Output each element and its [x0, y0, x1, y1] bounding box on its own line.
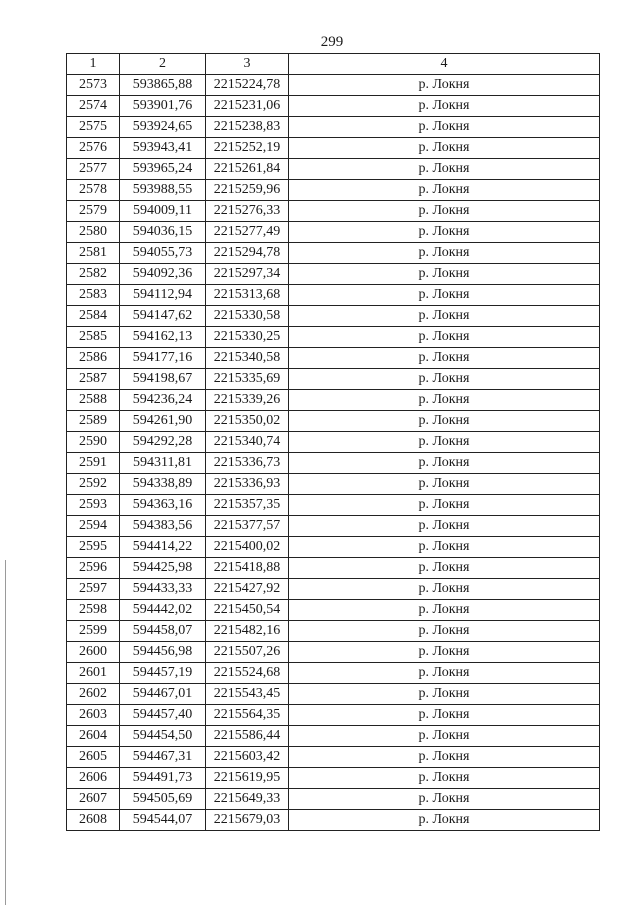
x-coordinate-cell: 594505,69	[120, 789, 206, 810]
description-cell: р. Локня	[289, 495, 600, 516]
table-row	[67, 369, 600, 390]
x-coordinate-cell: 594467,31	[120, 747, 206, 768]
description-cell: р. Локня	[289, 600, 600, 621]
x-coordinate-cell: 594236,24	[120, 390, 206, 411]
description-cell: р. Локня	[289, 411, 600, 432]
y-coordinate-cell: 2215524,68	[206, 663, 289, 684]
x-coordinate-cell: 594177,16	[120, 348, 206, 369]
x-coordinate-cell: 594198,67	[120, 369, 206, 390]
description-cell: р. Локня	[289, 432, 600, 453]
table-row	[67, 411, 600, 432]
point-number-cell: 2600	[67, 642, 120, 663]
point-number-cell: 2586	[67, 348, 120, 369]
table-row	[67, 96, 600, 117]
point-number-cell: 2589	[67, 411, 120, 432]
coordinates-table	[66, 53, 600, 831]
description-cell: р. Локня	[289, 327, 600, 348]
point-number-cell: 2588	[67, 390, 120, 411]
point-number-cell: 2607	[67, 789, 120, 810]
point-number-cell: 2581	[67, 243, 120, 264]
x-coordinate-cell: 594383,56	[120, 516, 206, 537]
x-coordinate-cell: 594036,15	[120, 222, 206, 243]
x-coordinate-cell: 594458,07	[120, 621, 206, 642]
description-cell: р. Локня	[289, 810, 600, 831]
y-coordinate-cell: 2215294,78	[206, 243, 289, 264]
point-number-cell: 2593	[67, 495, 120, 516]
point-number-cell: 2603	[67, 705, 120, 726]
table-row	[67, 663, 600, 684]
header-row	[67, 54, 600, 75]
table-row	[67, 579, 600, 600]
y-coordinate-cell: 2215335,69	[206, 369, 289, 390]
point-number-cell: 2599	[67, 621, 120, 642]
table-row	[67, 117, 600, 138]
y-coordinate-cell: 2215336,73	[206, 453, 289, 474]
description-cell: р. Локня	[289, 726, 600, 747]
description-cell: р. Локня	[289, 285, 600, 306]
table-row	[67, 306, 600, 327]
description-cell: р. Локня	[289, 516, 600, 537]
x-coordinate-cell: 594292,28	[120, 432, 206, 453]
table-row	[67, 474, 600, 495]
y-coordinate-cell: 2215350,02	[206, 411, 289, 432]
y-coordinate-cell: 2215224,78	[206, 75, 289, 96]
y-coordinate-cell: 2215418,88	[206, 558, 289, 579]
table-row	[67, 201, 600, 222]
y-coordinate-cell: 2215586,44	[206, 726, 289, 747]
description-cell: р. Локня	[289, 117, 600, 138]
x-coordinate-cell: 593943,41	[120, 138, 206, 159]
table-row	[67, 810, 600, 831]
x-coordinate-cell: 594544,07	[120, 810, 206, 831]
y-coordinate-cell: 2215231,06	[206, 96, 289, 117]
table-body	[67, 75, 600, 831]
table-row	[67, 558, 600, 579]
point-number-cell: 2597	[67, 579, 120, 600]
y-coordinate-cell: 2215679,03	[206, 810, 289, 831]
y-coordinate-cell: 2215564,35	[206, 705, 289, 726]
point-number-cell: 2594	[67, 516, 120, 537]
point-number-cell: 2590	[67, 432, 120, 453]
table-row	[67, 642, 600, 663]
description-cell: р. Локня	[289, 453, 600, 474]
description-cell: р. Локня	[289, 201, 600, 222]
point-number-cell: 2606	[67, 768, 120, 789]
y-coordinate-cell: 2215400,02	[206, 537, 289, 558]
point-number-cell: 2601	[67, 663, 120, 684]
description-cell: р. Локня	[289, 348, 600, 369]
x-coordinate-cell: 594457,19	[120, 663, 206, 684]
column-header-2: 2	[120, 54, 206, 75]
y-coordinate-cell: 2215330,25	[206, 327, 289, 348]
y-coordinate-cell: 2215649,33	[206, 789, 289, 810]
x-coordinate-cell: 594457,40	[120, 705, 206, 726]
description-cell: р. Локня	[289, 768, 600, 789]
description-cell: р. Локня	[289, 474, 600, 495]
point-number-cell: 2602	[67, 684, 120, 705]
x-coordinate-cell: 593901,76	[120, 96, 206, 117]
table-row	[67, 222, 600, 243]
table-row	[67, 180, 600, 201]
point-number-cell: 2578	[67, 180, 120, 201]
point-number-cell: 2576	[67, 138, 120, 159]
point-number-cell: 2605	[67, 747, 120, 768]
table-row	[67, 621, 600, 642]
point-number-cell: 2587	[67, 369, 120, 390]
x-coordinate-cell: 594112,94	[120, 285, 206, 306]
x-coordinate-cell: 593865,88	[120, 75, 206, 96]
point-number-cell: 2575	[67, 117, 120, 138]
description-cell: р. Локня	[289, 306, 600, 327]
point-number-cell: 2608	[67, 810, 120, 831]
description-cell: р. Локня	[289, 243, 600, 264]
y-coordinate-cell: 2215543,45	[206, 684, 289, 705]
y-coordinate-cell: 2215259,96	[206, 180, 289, 201]
column-header-3: 3	[206, 54, 289, 75]
description-cell: р. Локня	[289, 789, 600, 810]
x-coordinate-cell: 594467,01	[120, 684, 206, 705]
x-coordinate-cell: 594261,90	[120, 411, 206, 432]
table-row	[67, 75, 600, 96]
table-row	[67, 516, 600, 537]
description-cell: р. Локня	[289, 369, 600, 390]
y-coordinate-cell: 2215238,83	[206, 117, 289, 138]
x-coordinate-cell: 594454,50	[120, 726, 206, 747]
point-number-cell: 2584	[67, 306, 120, 327]
point-number-cell: 2596	[67, 558, 120, 579]
x-coordinate-cell: 593965,24	[120, 159, 206, 180]
point-number-cell: 2580	[67, 222, 120, 243]
point-number-cell: 2598	[67, 600, 120, 621]
table-row	[67, 327, 600, 348]
description-cell: р. Локня	[289, 537, 600, 558]
x-coordinate-cell: 594363,16	[120, 495, 206, 516]
y-coordinate-cell: 2215377,57	[206, 516, 289, 537]
column-header-1: 1	[67, 54, 120, 75]
description-cell: р. Локня	[289, 663, 600, 684]
point-number-cell: 2574	[67, 96, 120, 117]
table-row	[67, 747, 600, 768]
point-number-cell: 2579	[67, 201, 120, 222]
point-number-cell: 2583	[67, 285, 120, 306]
page-number: 299	[320, 34, 344, 50]
description-cell: р. Локня	[289, 579, 600, 600]
y-coordinate-cell: 2215340,74	[206, 432, 289, 453]
table-row	[67, 453, 600, 474]
table-row	[67, 138, 600, 159]
x-coordinate-cell: 594009,11	[120, 201, 206, 222]
table-row	[67, 285, 600, 306]
x-coordinate-cell: 594055,73	[120, 243, 206, 264]
y-coordinate-cell: 2215252,19	[206, 138, 289, 159]
x-coordinate-cell: 594442,02	[120, 600, 206, 621]
x-coordinate-cell: 594414,22	[120, 537, 206, 558]
description-cell: р. Локня	[289, 747, 600, 768]
description-cell: р. Локня	[289, 96, 600, 117]
table-row	[67, 768, 600, 789]
table-row	[67, 390, 600, 411]
table-row	[67, 495, 600, 516]
y-coordinate-cell: 2215277,49	[206, 222, 289, 243]
table-row	[67, 537, 600, 558]
y-coordinate-cell: 2215313,68	[206, 285, 289, 306]
y-coordinate-cell: 2215339,26	[206, 390, 289, 411]
x-coordinate-cell: 593988,55	[120, 180, 206, 201]
description-cell: р. Локня	[289, 642, 600, 663]
table-row	[67, 159, 600, 180]
description-cell: р. Локня	[289, 621, 600, 642]
point-number-cell: 2592	[67, 474, 120, 495]
x-coordinate-cell: 594425,98	[120, 558, 206, 579]
description-cell: р. Локня	[289, 264, 600, 285]
y-coordinate-cell: 2215330,58	[206, 306, 289, 327]
point-number-cell: 2591	[67, 453, 120, 474]
table-row	[67, 432, 600, 453]
description-cell: р. Локня	[289, 684, 600, 705]
y-coordinate-cell: 2215450,54	[206, 600, 289, 621]
x-coordinate-cell: 594491,73	[120, 768, 206, 789]
y-coordinate-cell: 2215340,58	[206, 348, 289, 369]
description-cell: р. Локня	[289, 159, 600, 180]
x-coordinate-cell: 594456,98	[120, 642, 206, 663]
y-coordinate-cell: 2215507,26	[206, 642, 289, 663]
x-coordinate-cell: 594338,89	[120, 474, 206, 495]
y-coordinate-cell: 2215336,93	[206, 474, 289, 495]
point-number-cell: 2595	[67, 537, 120, 558]
description-cell: р. Локня	[289, 705, 600, 726]
table-row	[67, 705, 600, 726]
description-cell: р. Локня	[289, 138, 600, 159]
table-row	[67, 600, 600, 621]
y-coordinate-cell: 2215482,16	[206, 621, 289, 642]
y-coordinate-cell: 2215619,95	[206, 768, 289, 789]
y-coordinate-cell: 2215357,35	[206, 495, 289, 516]
point-number-cell: 2582	[67, 264, 120, 285]
x-coordinate-cell: 594162,13	[120, 327, 206, 348]
y-coordinate-cell: 2215261,84	[206, 159, 289, 180]
description-cell: р. Локня	[289, 222, 600, 243]
point-number-cell: 2604	[67, 726, 120, 747]
description-cell: р. Локня	[289, 558, 600, 579]
x-coordinate-cell: 593924,65	[120, 117, 206, 138]
x-coordinate-cell: 594311,81	[120, 453, 206, 474]
description-cell: р. Локня	[289, 390, 600, 411]
table-row	[67, 243, 600, 264]
column-header-4: 4	[289, 54, 600, 75]
table-row	[67, 684, 600, 705]
y-coordinate-cell: 2215297,34	[206, 264, 289, 285]
table-row	[67, 789, 600, 810]
y-coordinate-cell: 2215276,33	[206, 201, 289, 222]
x-coordinate-cell: 594147,62	[120, 306, 206, 327]
point-number-cell: 2585	[67, 327, 120, 348]
y-coordinate-cell: 2215427,92	[206, 579, 289, 600]
x-coordinate-cell: 594092,36	[120, 264, 206, 285]
table-row	[67, 726, 600, 747]
description-cell: р. Локня	[289, 75, 600, 96]
point-number-cell: 2577	[67, 159, 120, 180]
table-row	[67, 264, 600, 285]
table-row	[67, 348, 600, 369]
left-margin-rule	[5, 560, 6, 905]
point-number-cell: 2573	[67, 75, 120, 96]
x-coordinate-cell: 594433,33	[120, 579, 206, 600]
description-cell: р. Локня	[289, 180, 600, 201]
y-coordinate-cell: 2215603,42	[206, 747, 289, 768]
